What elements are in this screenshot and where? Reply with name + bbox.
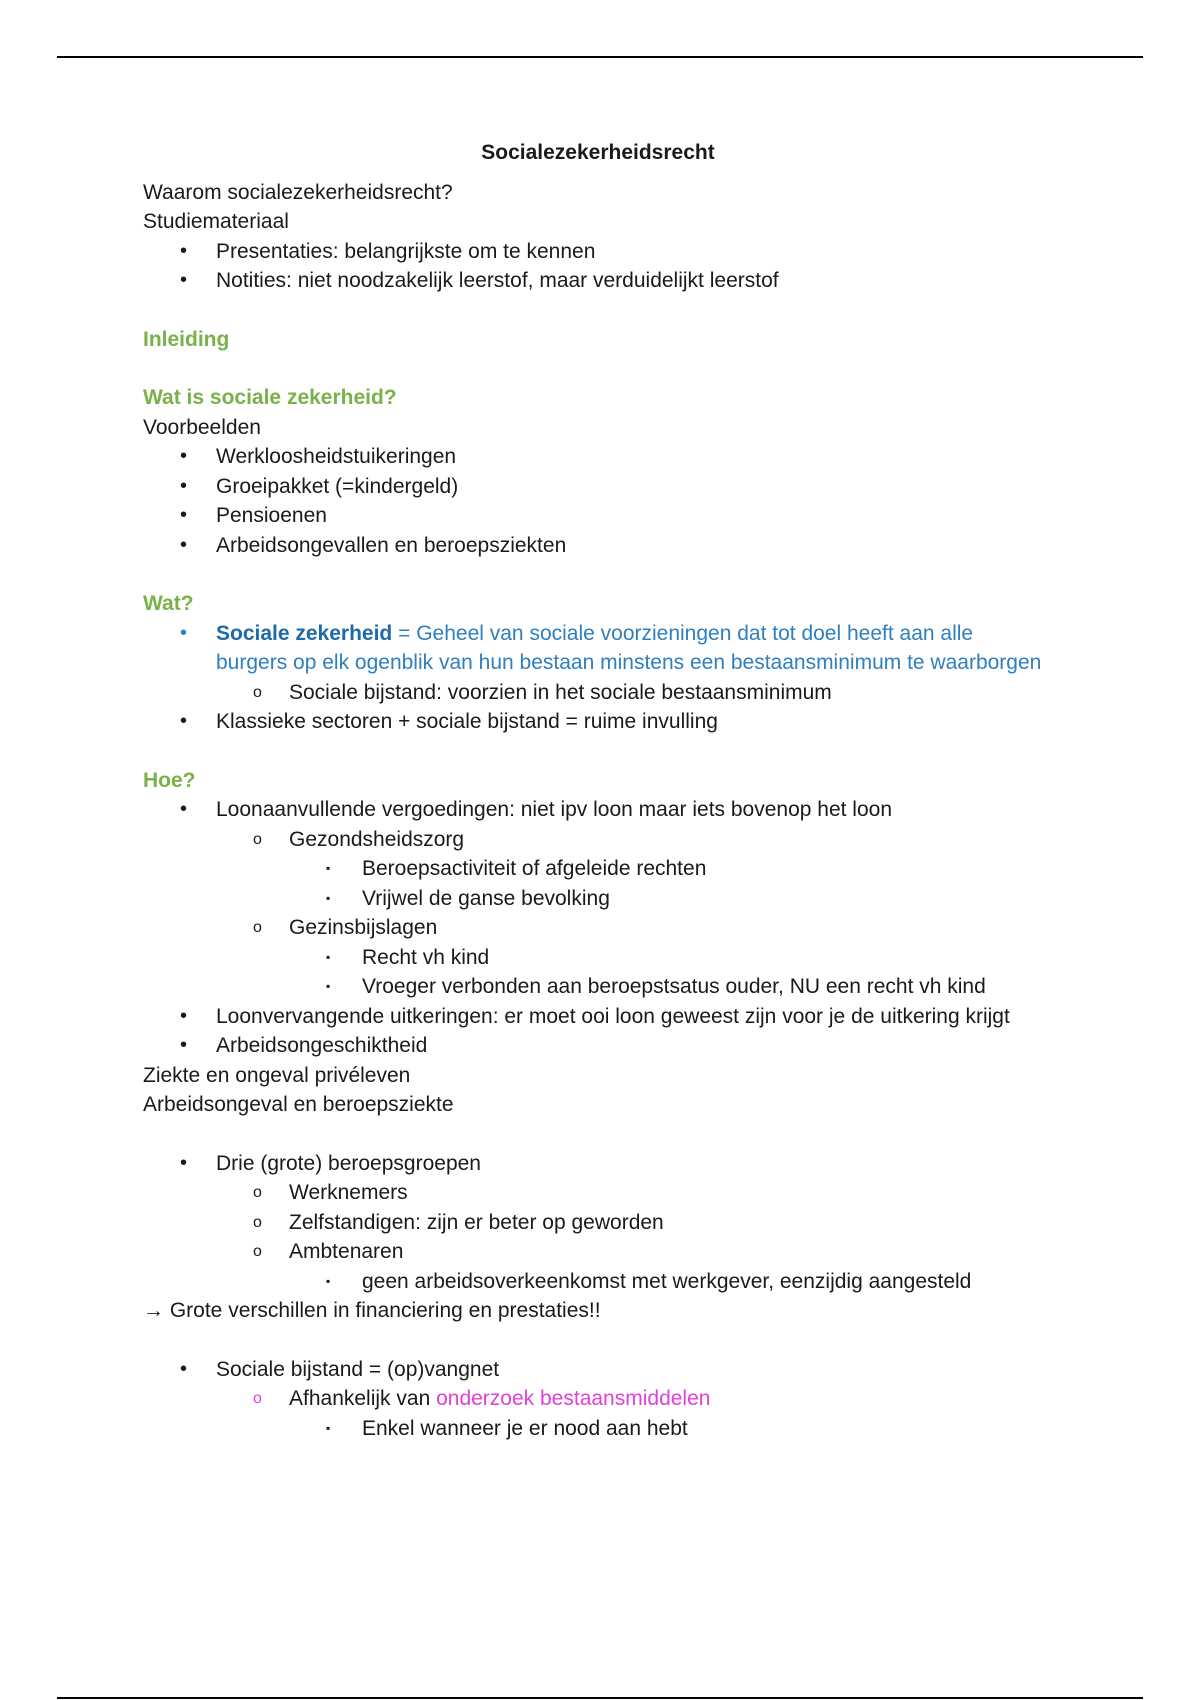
list-item: o Gezondsheidszorg	[143, 825, 1043, 855]
square-bullet-icon: ▪	[326, 1420, 331, 1435]
line-arbeidsongeval: Arbeidsongeval en beroepsziekte	[143, 1093, 454, 1116]
list-item: o Afhankelijk van onderzoek bestaansmiddelen	[143, 1384, 1043, 1414]
heading-wat-is: Wat is sociale zekerheid?	[143, 386, 397, 409]
circle-bullet-icon: o	[253, 683, 262, 701]
bullet-icon: •	[180, 533, 188, 556]
intro-question: Waarom socialezekerheidsrecht?	[143, 180, 453, 204]
wat-list	[143, 619, 1043, 737]
bullet-icon: •	[180, 239, 188, 262]
bijstand-list	[143, 1355, 1043, 1444]
definition-item	[143, 619, 1043, 678]
bullet-icon: •	[180, 445, 188, 467]
list-item: • Klassieke sectoren + sociale bijstand = ruime invulling	[143, 707, 1043, 737]
header-rule	[57, 56, 1143, 58]
list-item: • Presentaties: belangrijkste om te kennen	[143, 237, 1043, 267]
voorbeelden-list	[143, 442, 1043, 560]
bullet-icon: •	[180, 1034, 188, 1056]
square-bullet-icon: ▪	[326, 861, 331, 875]
highlight-text: onderzoek bestaansmiddelen	[436, 1387, 711, 1410]
list-item: ▪ Enkel wanneer je er nood aan hebt	[143, 1414, 1043, 1444]
list-item: • Groeipakket (=kindergeld)	[143, 472, 1043, 502]
document-body	[143, 138, 1043, 1443]
list-item: ▪ geen arbeidsoverkeenkomst met werkgever, eenzijdig aangesteld	[143, 1267, 1043, 1297]
definition-term: Sociale zekerheid	[216, 621, 393, 645]
bullet-icon: •	[180, 710, 188, 732]
bullet-icon: •	[180, 621, 188, 644]
list-item: o Werknemers	[143, 1178, 1043, 1208]
studie-list	[143, 237, 1043, 296]
bullet-icon: •	[180, 504, 188, 526]
bullet-icon: •	[180, 474, 188, 497]
heading-inleiding: Inleiding	[143, 327, 230, 351]
square-bullet-icon: ▪	[326, 890, 331, 905]
bullet-icon: •	[180, 1357, 188, 1380]
list-item: • Loonaanvullende vergoedingen: niet ipv loon maar iets bovenop het loon	[143, 795, 1043, 825]
list-item: • Werkloosheidstuikeringen	[143, 442, 1043, 472]
footer-rule	[57, 1697, 1143, 1699]
list-item: o Zelfstandigen: zijn er beter op geworden	[143, 1208, 1043, 1238]
bullet-icon: •	[180, 269, 188, 291]
list-item: • Sociale bijstand = (op)vangnet	[143, 1355, 1043, 1385]
bullet-icon: •	[180, 1004, 188, 1027]
conclusion-line: → Grote verschillen in financiering en prestaties!!	[143, 1299, 601, 1322]
list-item: ▪ Beroepsactiviteit of afgeleide rechten	[143, 854, 1043, 884]
list-item: • Arbeidsongevallen en beroepsziekten	[143, 531, 1043, 561]
list-item: • Notities: niet noodzakelijk leerstof, maar verduidelijkt leerstof	[143, 266, 1043, 296]
heading-wat: Wat?	[143, 592, 194, 615]
list-item: ▪ Vroeger verbonden aan beroepstsatus ouder, NU een recht vh kind	[143, 972, 1043, 1002]
heading-hoe: Hoe?	[143, 768, 196, 792]
bullet-icon: •	[180, 1151, 188, 1174]
bullet-icon: •	[180, 798, 188, 820]
list-item: • Loonvervangende uitkeringen: er moet ooi loon geweest zijn voor je de uitkering krijgt	[143, 1002, 1043, 1032]
circle-bullet-icon: o	[253, 830, 262, 848]
groepen-list	[143, 1149, 1043, 1297]
list-item: • Drie (grote) beroepsgroepen	[143, 1149, 1043, 1179]
line-ziekte: Ziekte en ongeval privéleven	[143, 1063, 411, 1087]
page-title: Socialezekerheidsrecht	[481, 141, 715, 164]
circle-bullet-icon: o	[253, 1243, 262, 1260]
list-item: ▪ Recht vh kind	[143, 943, 1043, 973]
square-bullet-icon: ▪	[326, 979, 331, 993]
definition-text: = Geheel van sociale voorzieningen dat tot doel heeft aan alle burgers op elk ogenblik van hun bestaan minstens een bestaansminimum te waarborgen	[216, 621, 1042, 674]
list-item: • Arbeidsongeschiktheid	[143, 1031, 1043, 1061]
square-bullet-icon: ▪	[326, 1273, 331, 1288]
circle-bullet-icon: o	[253, 1213, 262, 1231]
circle-bullet-icon: o	[253, 1390, 262, 1407]
studie-label: Studiemateriaal	[143, 210, 289, 233]
list-item: ▪ Vrijwel de ganse bevolking	[143, 884, 1043, 914]
list-item: o Gezinsbijslagen	[143, 913, 1043, 943]
circle-bullet-icon: o	[253, 1184, 262, 1201]
circle-bullet-icon: o	[253, 919, 262, 936]
square-bullet-icon: ▪	[326, 949, 331, 964]
list-item: o Ambtenaren	[143, 1237, 1043, 1267]
voorbeelden-label: Voorbeelden	[143, 415, 261, 439]
hoe-list	[143, 795, 1043, 1061]
list-item: o Sociale bijstand: voorzien in het sociale bestaansminimum	[143, 678, 1043, 708]
list-item: • Pensioenen	[143, 501, 1043, 531]
